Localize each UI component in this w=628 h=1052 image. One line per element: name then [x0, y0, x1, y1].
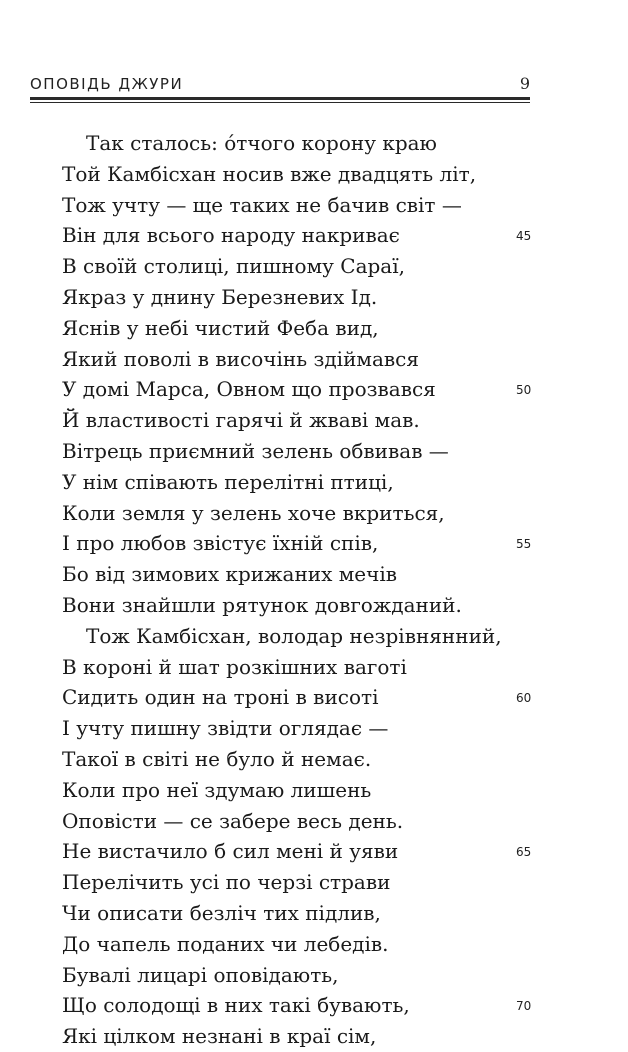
- line-number: 45: [516, 229, 532, 244]
- verse-text: Коли про неї здумаю лишень: [62, 777, 372, 802]
- verse-text: Й властивості гарячі й жваві мав.: [62, 408, 420, 433]
- verse-text: Які цілком незнані в краї сім,: [62, 1024, 377, 1049]
- verse-text: Вони знайшли рятунок довгожданий.: [62, 592, 462, 617]
- verse-text: Такої в світі не було й немає.: [62, 746, 372, 771]
- verse-line: [62, 775, 542, 806]
- verse-line: [62, 990, 542, 1021]
- header-rule-thick: [30, 97, 530, 100]
- verse-line: [62, 313, 542, 344]
- running-header: [30, 74, 530, 93]
- poem-text: [62, 128, 542, 1052]
- verse-line: [62, 374, 542, 405]
- running-title: ОПОВІДЬ ДЖУРИ: [30, 75, 184, 93]
- verse-text: Чи описати безліч тих підлив,: [62, 900, 381, 925]
- verse-line: [62, 713, 542, 744]
- verse-line: [62, 744, 542, 775]
- verse-line: [62, 436, 542, 467]
- verse-line: [62, 405, 542, 436]
- verse-text: Перелічить усі по черзі страви: [62, 870, 391, 895]
- verse-text: Той Камбісхан носив вже двадцять літ,: [62, 161, 477, 186]
- verse-line: [62, 929, 542, 960]
- verse-text: Оповісти — се забере весь день.: [62, 808, 404, 833]
- verse-text: В короні й шат розкішних ваготі: [62, 654, 407, 679]
- verse-line: [62, 806, 542, 837]
- verse-text: І про любов звістує їхній спів,: [62, 531, 379, 556]
- verse-line: [62, 282, 542, 313]
- verse-text: Не вистачило б сил мені й уяви: [62, 839, 399, 864]
- verse-line: [62, 498, 542, 529]
- verse-line: [62, 652, 542, 683]
- verse-text: Бо від зимових крижаних мечів: [62, 562, 398, 587]
- verse-text: Тож Камбісхан, володар незрівнянний,: [86, 623, 502, 648]
- verse-line: [62, 836, 542, 867]
- verse-text: Він для всього народу накриває: [62, 223, 400, 248]
- verse-line: [62, 898, 542, 929]
- header-rule-thin: [30, 102, 530, 103]
- verse-line: [62, 682, 542, 713]
- line-number: 70: [516, 999, 532, 1014]
- verse-text: До чапель поданих чи лебедів.: [62, 931, 389, 956]
- verse-text: Вітрець приємний зелень обвивав —: [62, 438, 449, 463]
- verse-line: [62, 559, 542, 590]
- verse-text: Коли земля у зелень хоче вкриться,: [62, 500, 445, 525]
- verse-text: Тож учту — ще таких не бачив світ —: [62, 192, 462, 217]
- verse-text: У домі Марса, Овном що прозвався: [62, 377, 436, 402]
- verse-text: Який поволі в височінь здіймався: [62, 346, 419, 371]
- verse-line: [62, 1021, 542, 1052]
- verse-line: [62, 128, 542, 159]
- verse-text: У нім співають перелітні птиці,: [62, 469, 394, 494]
- verse-line: [62, 590, 542, 621]
- line-number: 60: [516, 691, 532, 706]
- verse-line: [62, 867, 542, 898]
- verse-line: [62, 220, 542, 251]
- line-number: 50: [516, 383, 532, 398]
- verse-text: Що солодощі в них такі бувають,: [62, 993, 410, 1018]
- verse-text: Бувалі лицарі оповідають,: [62, 962, 339, 987]
- verse-line: [62, 344, 542, 375]
- verse-line: [62, 960, 542, 991]
- verse-text: В своїй столиці, пишному Сараї,: [62, 254, 405, 279]
- verse-text: Сидить один на троні в висоті: [62, 685, 379, 710]
- verse-line: [62, 159, 542, 190]
- verse-line: [62, 251, 542, 282]
- page-number: 9: [519, 74, 530, 93]
- verse-line: [62, 621, 542, 652]
- verse-line: [62, 528, 542, 559]
- verse-text: І учту пишну звідти оглядає —: [62, 716, 389, 741]
- verse-text: Яснів у небі чистий Феба вид,: [62, 315, 379, 340]
- verse-text: Якраз у днину Березневих Ід.: [62, 284, 378, 309]
- verse-text: Так сталось: óтчого корону краю: [86, 131, 437, 155]
- line-number: 55: [516, 537, 532, 552]
- verse-line: [62, 467, 542, 498]
- verse-line: [62, 190, 542, 221]
- line-number: 65: [516, 845, 532, 860]
